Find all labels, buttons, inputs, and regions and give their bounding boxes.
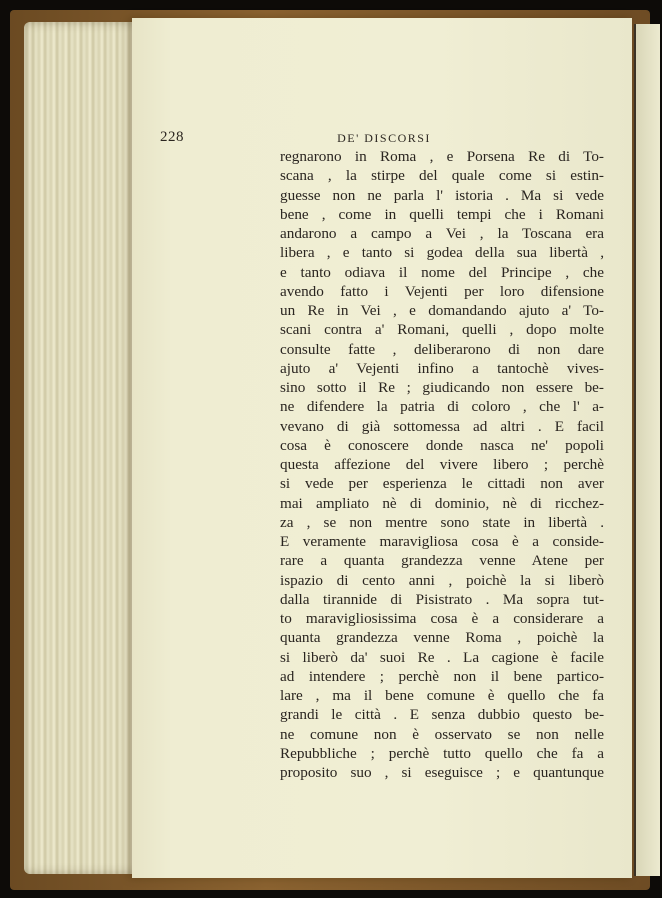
text-line: ajuto a' Vejenti infino a tantochè vives-: [280, 359, 604, 377]
text-line: guesse non ne parla l' istoria . Ma si vede: [280, 186, 604, 204]
text-line: si liberò da' suoi Re . La cagione è facile: [280, 648, 604, 666]
next-page-edge: [634, 24, 660, 876]
text-line: Repubbliche ; perchè tutto quello che fa a: [280, 744, 604, 762]
text-line: to maravigliosissima cosa è a considerare a: [280, 610, 604, 627]
text-line: E veramente maravigliosa cosa è a conside-: [280, 533, 604, 550]
text-line: avendo fatto i Vejenti per loro difensione: [280, 282, 604, 300]
text-line: bene , come in quelli tempi che i Romani: [280, 205, 604, 223]
text-line: ad intendere ; perchè non il bene partico-: [280, 667, 604, 685]
text-line: ne comune non è osservato se non nelle: [280, 725, 604, 743]
text-line: vevano di già sottomessa ad altri . E facil: [280, 417, 604, 435]
text-line: regnarono in Roma , e Porsena Re di To-: [280, 148, 604, 165]
text-line: cosa è conoscere donde nasca ne' popoli: [280, 436, 604, 454]
text-line: quanta grandezza venne Roma , poichè la: [280, 629, 604, 647]
text-line: rare a quanta grandezza venne Atene per: [280, 552, 604, 570]
text-line: scani contra a' Romani, quelli , dopo molte: [280, 321, 604, 339]
text-line: andarono a campo a Vei , la Toscana era: [280, 225, 604, 242]
text-line: grandi le città . E senza dubbio questo be-: [280, 706, 604, 724]
text-line: sino sotto il Re ; giudicando non essere be-: [280, 379, 604, 396]
text-line: un Re in Vei , e domandando ajuto a' To-: [280, 302, 604, 319]
page-number: 228: [160, 129, 184, 145]
body-text: [280, 147, 604, 782]
running-head: DE' DISCORSI: [337, 131, 431, 145]
text-line: dalla tirannide di Pisistrato . Ma sopra tut-: [280, 590, 604, 608]
text-line: si vede per esperienza le cittadi non aver: [280, 475, 604, 493]
text-line: scana , la stirpe del quale come si estin-: [280, 167, 604, 185]
text-line: e tanto odiava il nome del Principe , che: [280, 263, 604, 281]
text-line: libera , e tanto si godea della sua libertà ,: [280, 244, 604, 262]
text-line: questa affezione del vivere libero ; perchè: [280, 456, 604, 473]
text-line: za , se non mentre sono state in libertà .: [280, 513, 604, 531]
text-line: lare , ma il bene comune è quello che fa: [280, 687, 604, 704]
text-line: mai ampliato nè di dominio, nè di ricchez-: [280, 494, 604, 512]
text-line: consulte fatte , deliberarono di non dare: [280, 340, 604, 358]
page-edges: [24, 22, 144, 874]
text-line: proposito suo , si eseguisce ; e quantunque: [280, 764, 604, 781]
text-line: ispazio di cento anni , poichè la si liberò: [280, 571, 604, 589]
text-line: ne difendere la patria di coloro , che l' a-: [280, 398, 604, 416]
